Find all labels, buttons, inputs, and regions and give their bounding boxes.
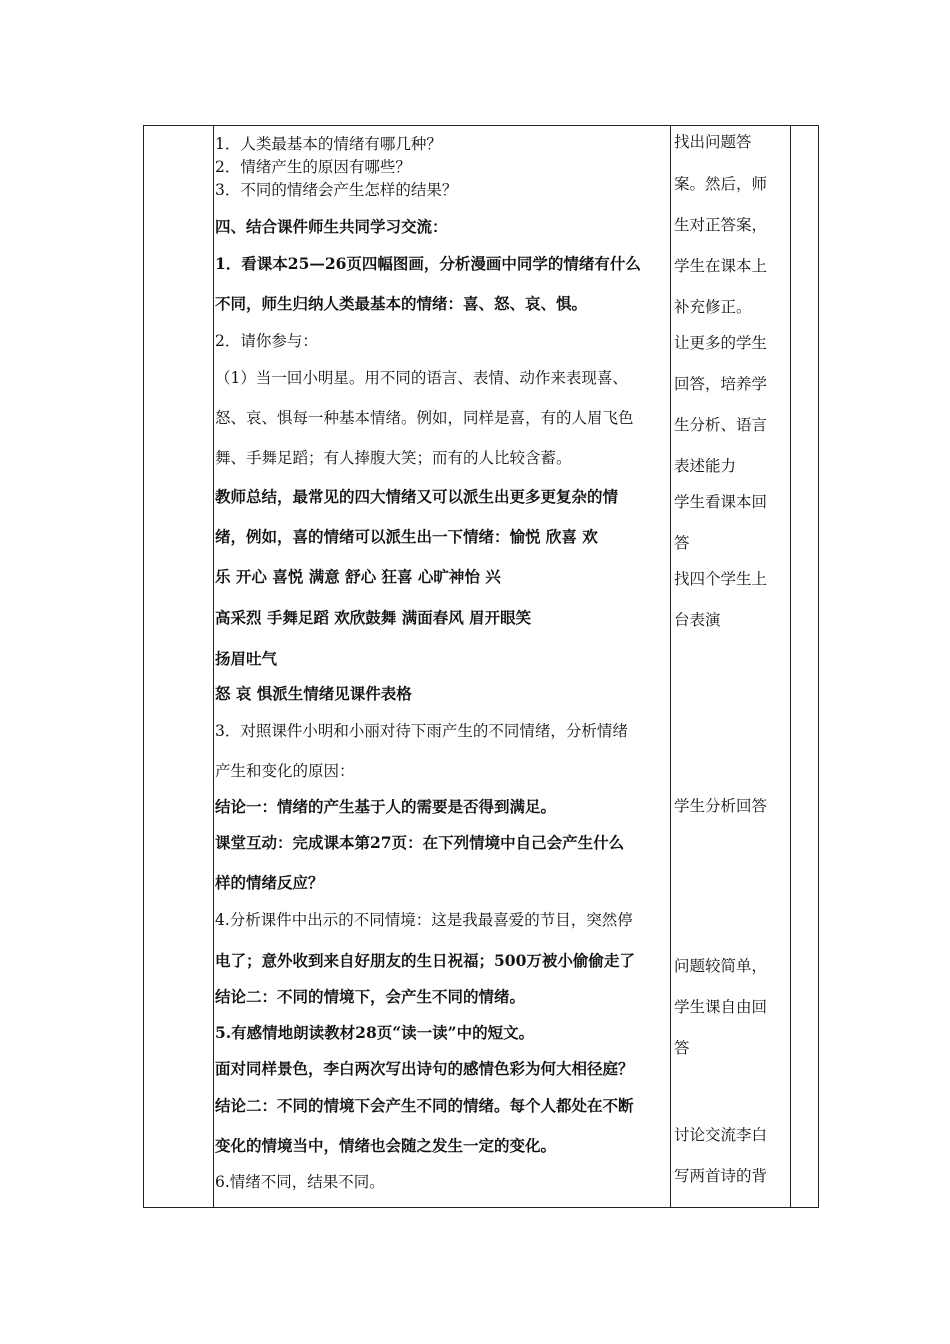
note-line: 答	[674, 534, 690, 552]
content-line: （1）当一回小明星。用不同的语言、表情、动作来表现喜、	[215, 369, 628, 387]
content-line: 变化的情境当中，情绪也会随之发生一定的变化。	[215, 1136, 557, 1155]
content-line: 课堂互动：完成课本第27页：在下列情境中自己会产生什么	[215, 833, 625, 852]
content-line: 4.分析课件中出示的不同情境：这是我最喜爱的节目，突然停	[215, 911, 633, 929]
note-line: 答	[674, 1039, 690, 1057]
column-divider	[790, 126, 791, 1207]
column-divider	[213, 126, 214, 1207]
content-line: 教师总结，最常见的四大情绪又可以派生出更多更复杂的情	[215, 487, 619, 506]
content-line: 1．看课本25—26页四幅图画，分析漫画中同学的情绪有什么	[215, 254, 641, 273]
content-line: 不同，师生归纳人类最基本的情绪：喜、怒、哀、惧。	[215, 294, 588, 313]
content-line: 绪，例如，喜的情绪可以派生出一下情绪：愉悦 欣喜 欢	[215, 527, 598, 546]
content-line: 2．情绪产生的原因有哪些？	[215, 158, 411, 176]
content-line: 四、结合课件师生共同学习交流：	[215, 217, 448, 236]
content-line: 产生和变化的原因：	[215, 762, 355, 780]
note-line: 案。然后，师	[674, 175, 768, 193]
content-line: 结论二：不同的情境下，会产生不同的情绪。	[215, 987, 526, 1006]
content-line: 样的情绪反应？	[215, 873, 324, 892]
note-line: 表述能力	[674, 457, 737, 475]
content-line: 3．不同的情绪会产生怎样的结果？	[215, 181, 458, 199]
content-line: 3．对照课件小明和小丽对待下雨产生的不同情绪，分析情绪	[215, 722, 628, 740]
note-line: 学生在课本上	[674, 257, 768, 275]
content-line: 结论一：情绪的产生基于人的需要是否得到满足。	[215, 797, 557, 816]
content-line: 结论二：不同的情境下会产生不同的情绪。每个人都处在不断	[215, 1096, 634, 1115]
content-line: 怒 哀 惧派生情绪见课件表格	[215, 684, 412, 703]
content-line: 6.情绪不同，结果不同。	[215, 1173, 385, 1191]
note-line: 找出问题答	[674, 133, 752, 151]
note-line: 写两首诗的背	[674, 1167, 768, 1185]
content-line: 舞、手舞足蹈；有人捧腹大笑；而有的人比较含蓄。	[215, 449, 572, 467]
lesson-plan-table	[143, 125, 819, 1208]
note-line: 生分析、语言	[674, 416, 768, 434]
note-line: 补充修正。	[674, 298, 752, 316]
content-line: 2．请你参与：	[215, 332, 318, 350]
note-line: 学生课自由回	[674, 998, 768, 1016]
note-line: 台表演	[674, 611, 721, 629]
note-line: 学生分析回答	[674, 797, 768, 815]
column-divider	[670, 126, 671, 1207]
content-line: 电了；意外收到来自好朋友的生日祝福；500万被小偷偷走了	[215, 951, 635, 970]
content-line: 扬眉吐气	[215, 649, 278, 668]
note-line: 学生看课本回	[674, 493, 768, 511]
note-line: 问题较简单，	[674, 957, 768, 975]
note-line: 回答，培养学	[674, 375, 768, 393]
content-line: 5.有感情地朗读教材28页“读一读”中的短文。	[215, 1023, 535, 1042]
content-line: 高采烈 手舞足蹈 欢欣鼓舞 满面春风 眉开眼笑	[215, 608, 532, 627]
content-line: 乐 开心 喜悦 满意 舒心 狂喜 心旷神怡 兴	[215, 567, 501, 586]
content-line: 怒、哀、惧每一种基本情绪。例如，同样是喜，有的人眉飞色	[215, 409, 634, 427]
note-line: 生对正答案，	[674, 216, 768, 234]
note-line: 找四个学生上	[674, 570, 768, 588]
content-line: 1．人类最基本的情绪有哪几种？	[215, 135, 442, 153]
note-line: 让更多的学生	[674, 334, 768, 352]
note-line: 讨论交流李白	[674, 1126, 768, 1144]
content-line: 面对同样景色，李白两次写出诗句的感情色彩为何大相径庭？	[215, 1059, 634, 1078]
